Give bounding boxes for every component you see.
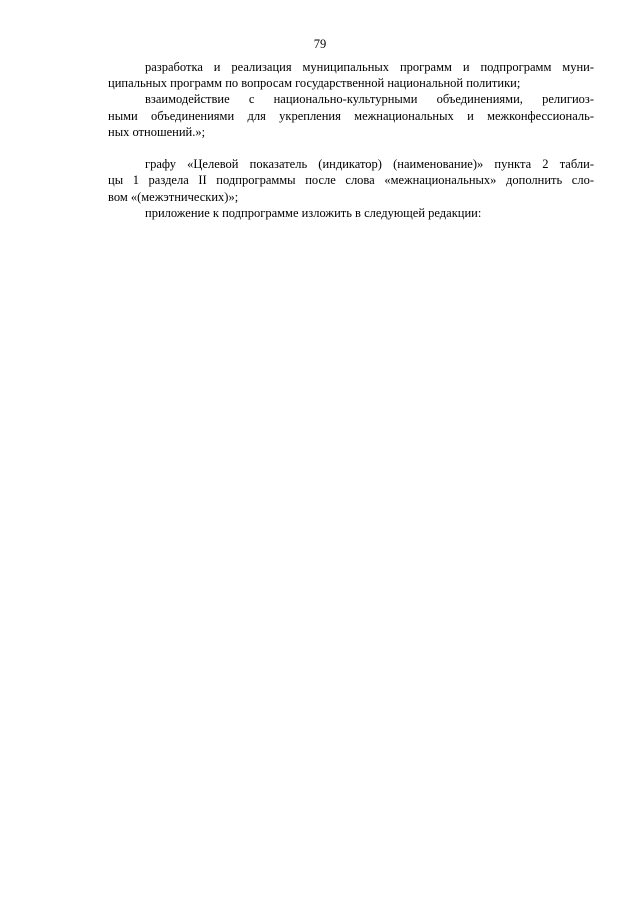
text-line: разработка и реализация муниципальных программ и подпрограмм муни- [145,60,594,74]
paragraph-target-indicator [108,156,594,205]
text-line: графу «Целевой показатель (индикатор) (наименование)» пункта 2 табли- [145,157,594,172]
text-line: взаимодействие с национально-культурными объединениями, религиоз- [145,92,594,107]
text-line: ных отношений.»; [108,124,206,139]
paragraph-appendix [108,205,594,221]
text-line: ными объединениями для укрепления межнациональных и межконфессиональ- [108,108,594,123]
paragraph-municipal-programs [108,59,594,91]
text-line: цы 1 раздела II подпрограммы после слова «межнациональных» дополнить сло- [108,173,594,188]
text-line: вом «(межэтнических)»; [108,189,239,204]
text-line: приложение к подпрограмме изложить в следующей редакции: [145,205,482,220]
paragraph-cooperation [108,91,594,140]
page-number: 79 [313,37,327,51]
document-body [108,59,594,221]
paragraph-gap [108,140,594,156]
text-line: ципальных программ по вопросам государственной национальной политики; [108,76,521,91]
